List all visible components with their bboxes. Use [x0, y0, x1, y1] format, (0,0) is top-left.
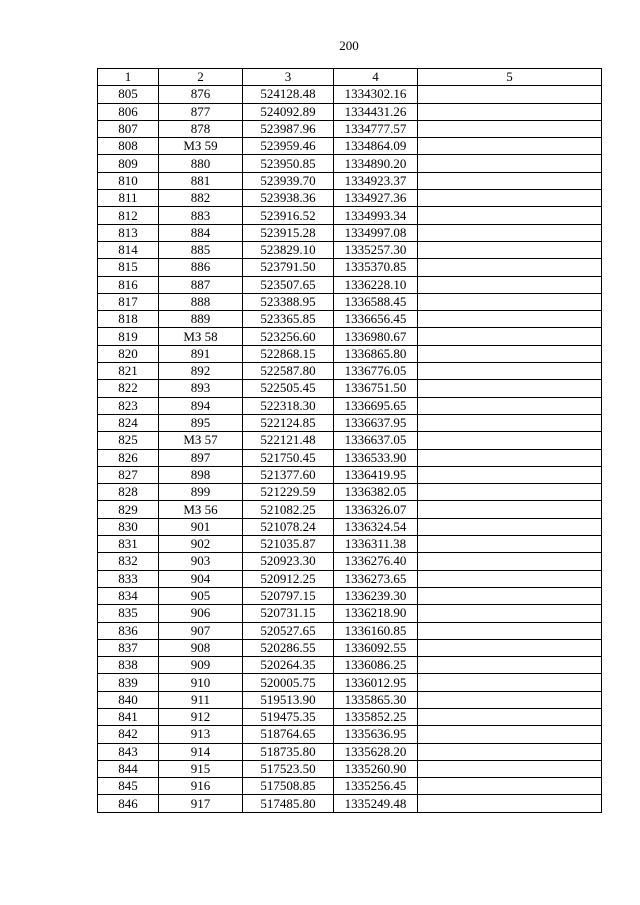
table-cell-col-5	[418, 328, 602, 345]
table-cell-col-3: 523829.10	[243, 241, 334, 258]
table-cell-col-2: 917	[159, 795, 243, 812]
table-cell-col-2: МЗ 56	[159, 501, 243, 518]
table-cell-col-1: 815	[98, 259, 159, 276]
table-row	[98, 674, 602, 691]
table-cell-col-2: 898	[159, 466, 243, 483]
table-cell-col-3: 523916.52	[243, 207, 334, 224]
table-row	[98, 103, 602, 120]
table-cell-col-3: 524092.89	[243, 103, 334, 120]
table-cell-col-1: 818	[98, 311, 159, 328]
table-cell-col-2: 889	[159, 311, 243, 328]
table-cell-col-4: 1336776.05	[334, 363, 418, 380]
table-cell-col-3: 523365.85	[243, 311, 334, 328]
table-cell-col-5	[418, 501, 602, 518]
table-cell-col-5	[418, 639, 602, 656]
table-row	[98, 120, 602, 137]
table-cell-col-4: 1334890.20	[334, 155, 418, 172]
table-cell-col-4: 1335865.30	[334, 691, 418, 708]
table-cell-col-1: 832	[98, 553, 159, 570]
table-cell-col-4: 1336695.65	[334, 397, 418, 414]
table-cell-col-4: 1334927.36	[334, 190, 418, 207]
table-cell-col-2: 914	[159, 743, 243, 760]
table-cell-col-3: 523959.46	[243, 138, 334, 155]
table-cell-col-4: 1336092.55	[334, 639, 418, 656]
table-cell-col-5	[418, 708, 602, 725]
table-row	[98, 570, 602, 587]
table-cell-col-3: 520797.15	[243, 587, 334, 604]
table-row	[98, 708, 602, 725]
table-cell-col-2: 903	[159, 553, 243, 570]
column-header-3: 3	[243, 69, 334, 86]
table-row	[98, 726, 602, 743]
table-cell-col-2: 910	[159, 674, 243, 691]
table-row	[98, 639, 602, 656]
table-row	[98, 605, 602, 622]
table-cell-col-5	[418, 466, 602, 483]
table-cell-col-1: 808	[98, 138, 159, 155]
table-cell-col-1: 816	[98, 276, 159, 293]
table-cell-col-5	[418, 726, 602, 743]
table-row	[98, 622, 602, 639]
table-cell-col-1: 810	[98, 172, 159, 189]
table-cell-col-4: 1334302.16	[334, 86, 418, 103]
table-cell-col-2: 886	[159, 259, 243, 276]
table-row	[98, 518, 602, 535]
table-cell-col-1: 842	[98, 726, 159, 743]
table-cell-col-4: 1336588.45	[334, 293, 418, 310]
table-cell-col-3: 521750.45	[243, 449, 334, 466]
table-row	[98, 293, 602, 310]
table-cell-col-4: 1336239.30	[334, 587, 418, 604]
table-cell-col-5	[418, 259, 602, 276]
table-cell-col-1: 813	[98, 224, 159, 241]
table-cell-col-3: 522318.30	[243, 397, 334, 414]
table-row	[98, 190, 602, 207]
table-cell-col-2: 888	[159, 293, 243, 310]
table-cell-col-5	[418, 207, 602, 224]
table-cell-col-5	[418, 86, 602, 103]
table-cell-col-2: 891	[159, 345, 243, 362]
table-cell-col-5	[418, 743, 602, 760]
table-cell-col-1: 843	[98, 743, 159, 760]
table-cell-col-4: 1334997.08	[334, 224, 418, 241]
table-cell-col-5	[418, 155, 602, 172]
table-cell-col-1: 822	[98, 380, 159, 397]
table-row	[98, 363, 602, 380]
table-cell-col-1: 811	[98, 190, 159, 207]
table-cell-col-1: 836	[98, 622, 159, 639]
table-cell-col-3: 522124.85	[243, 414, 334, 431]
table-cell-col-5	[418, 172, 602, 189]
table-cell-col-3: 517485.80	[243, 795, 334, 812]
table-row	[98, 449, 602, 466]
table-cell-col-4: 1336228.10	[334, 276, 418, 293]
table-cell-col-2: 905	[159, 587, 243, 604]
table-cell-col-1: 807	[98, 120, 159, 137]
table-cell-col-3: 518735.80	[243, 743, 334, 760]
table-cell-col-4: 1336980.67	[334, 328, 418, 345]
table-row	[98, 241, 602, 258]
table-cell-col-5	[418, 345, 602, 362]
table-cell-col-2: МЗ 58	[159, 328, 243, 345]
table-cell-col-2: 908	[159, 639, 243, 656]
table-cell-col-5	[418, 276, 602, 293]
table-row	[98, 501, 602, 518]
table-cell-col-3: 520286.55	[243, 639, 334, 656]
table-cell-col-3: 521082.25	[243, 501, 334, 518]
column-header-4: 4	[334, 69, 418, 86]
table-cell-col-2: 882	[159, 190, 243, 207]
table-cell-col-5	[418, 536, 602, 553]
table-cell-col-4: 1335257.30	[334, 241, 418, 258]
table-cell-col-5	[418, 795, 602, 812]
table-cell-col-4: 1336012.95	[334, 674, 418, 691]
table-row	[98, 311, 602, 328]
table-cell-col-5	[418, 380, 602, 397]
page-number: 200	[339, 38, 359, 53]
table-cell-col-3: 520731.15	[243, 605, 334, 622]
table-cell-col-1: 819	[98, 328, 159, 345]
table-cell-col-1: 841	[98, 708, 159, 725]
table-cell-col-3: 523938.36	[243, 190, 334, 207]
table-cell-col-1: 846	[98, 795, 159, 812]
table-cell-col-3: 517508.85	[243, 778, 334, 795]
table-cell-col-3: 523388.95	[243, 293, 334, 310]
table-cell-col-4: 1336656.45	[334, 311, 418, 328]
table-cell-col-2: 876	[159, 86, 243, 103]
table-row	[98, 414, 602, 431]
table-cell-col-5	[418, 622, 602, 639]
table-cell-col-2: 887	[159, 276, 243, 293]
table-cell-col-4: 1335249.48	[334, 795, 418, 812]
table-cell-col-1: 820	[98, 345, 159, 362]
table-cell-col-5	[418, 449, 602, 466]
table-cell-col-3: 522868.15	[243, 345, 334, 362]
table-cell-col-5	[418, 138, 602, 155]
table-cell-col-3: 520264.35	[243, 657, 334, 674]
table-row	[98, 224, 602, 241]
table-cell-col-5	[418, 224, 602, 241]
table-cell-col-4: 1336324.54	[334, 518, 418, 535]
table-cell-col-5	[418, 414, 602, 431]
table-row	[98, 207, 602, 224]
table-row	[98, 345, 602, 362]
table-cell-col-1: 830	[98, 518, 159, 535]
table-cell-col-5	[418, 311, 602, 328]
table-cell-col-2: 912	[159, 708, 243, 725]
table-row	[98, 657, 602, 674]
table-cell-col-1: 806	[98, 103, 159, 120]
table-cell-col-4: 1335852.25	[334, 708, 418, 725]
table-cell-col-1: 826	[98, 449, 159, 466]
table-cell-col-2: 902	[159, 536, 243, 553]
column-header-5: 5	[418, 69, 602, 86]
table-cell-col-4: 1336637.05	[334, 432, 418, 449]
table-header-row	[98, 69, 602, 86]
table-cell-col-3: 518764.65	[243, 726, 334, 743]
table-row	[98, 86, 602, 103]
table-cell-col-3: 520527.65	[243, 622, 334, 639]
table-cell-col-4: 1336160.85	[334, 622, 418, 639]
table-cell-col-2: 885	[159, 241, 243, 258]
table-cell-col-2: 884	[159, 224, 243, 241]
table-cell-col-3: 524128.48	[243, 86, 334, 103]
table-cell-col-3: 521035.87	[243, 536, 334, 553]
table-cell-col-2: 909	[159, 657, 243, 674]
table-cell-col-2: 880	[159, 155, 243, 172]
table-cell-col-4: 1334864.09	[334, 138, 418, 155]
table-cell-col-3: 519475.35	[243, 708, 334, 725]
table-cell-col-1: 844	[98, 760, 159, 777]
table-cell-col-4: 1336751.50	[334, 380, 418, 397]
table-cell-col-4: 1336276.40	[334, 553, 418, 570]
table-row	[98, 328, 602, 345]
table-cell-col-3: 523915.28	[243, 224, 334, 241]
table-cell-col-5	[418, 691, 602, 708]
table-row	[98, 172, 602, 189]
table-row	[98, 795, 602, 812]
coordinates-table	[97, 68, 602, 813]
table-cell-col-3: 520005.75	[243, 674, 334, 691]
table-cell-col-2: 906	[159, 605, 243, 622]
table-cell-col-5	[418, 518, 602, 535]
table-cell-col-2: МЗ 59	[159, 138, 243, 155]
table-row	[98, 587, 602, 604]
table-cell-col-2: 904	[159, 570, 243, 587]
table-row	[98, 691, 602, 708]
table-cell-col-4: 1335260.90	[334, 760, 418, 777]
table-cell-col-2: 915	[159, 760, 243, 777]
table-cell-col-1: 824	[98, 414, 159, 431]
table-cell-col-5	[418, 190, 602, 207]
table-cell-col-3: 523507.65	[243, 276, 334, 293]
table-cell-col-3: 522505.45	[243, 380, 334, 397]
table-cell-col-5	[418, 397, 602, 414]
table-cell-col-4: 1336218.90	[334, 605, 418, 622]
table-cell-col-5	[418, 570, 602, 587]
table-cell-col-4: 1334923.37	[334, 172, 418, 189]
table-cell-col-3: 522587.80	[243, 363, 334, 380]
table-cell-col-2: 916	[159, 778, 243, 795]
table-cell-col-1: 828	[98, 484, 159, 501]
table-cell-col-2: 893	[159, 380, 243, 397]
table-row	[98, 380, 602, 397]
table-cell-col-2: 877	[159, 103, 243, 120]
table-row	[98, 536, 602, 553]
table-cell-col-1: 809	[98, 155, 159, 172]
table-cell-col-2: 881	[159, 172, 243, 189]
table-cell-col-1: 837	[98, 639, 159, 656]
table-cell-col-2: 895	[159, 414, 243, 431]
table-cell-col-4: 1336326.07	[334, 501, 418, 518]
table-cell-col-4: 1334777.57	[334, 120, 418, 137]
table-cell-col-3: 521229.59	[243, 484, 334, 501]
table-cell-col-5	[418, 674, 602, 691]
table-cell-col-3: 523791.50	[243, 259, 334, 276]
table-cell-col-4: 1336382.05	[334, 484, 418, 501]
table-cell-col-5	[418, 432, 602, 449]
table-cell-col-2: 913	[159, 726, 243, 743]
table-cell-col-5	[418, 241, 602, 258]
table-cell-col-5	[418, 778, 602, 795]
table-cell-col-1: 827	[98, 466, 159, 483]
table-cell-col-4: 1336273.65	[334, 570, 418, 587]
table-cell-col-1: 833	[98, 570, 159, 587]
table-cell-col-4: 1336086.25	[334, 657, 418, 674]
table-cell-col-5	[418, 103, 602, 120]
table-cell-col-4: 1336419.95	[334, 466, 418, 483]
column-header-2: 2	[159, 69, 243, 86]
table-cell-col-3: 517523.50	[243, 760, 334, 777]
table-cell-col-2: 911	[159, 691, 243, 708]
table-cell-col-1: 834	[98, 587, 159, 604]
table-cell-col-3: 521377.60	[243, 466, 334, 483]
table-row	[98, 553, 602, 570]
table-cell-col-1: 814	[98, 241, 159, 258]
table-cell-col-1: 845	[98, 778, 159, 795]
table-cell-col-2: 901	[159, 518, 243, 535]
table-cell-col-2: 892	[159, 363, 243, 380]
table-cell-col-5	[418, 553, 602, 570]
table-row	[98, 397, 602, 414]
table-row	[98, 743, 602, 760]
table-cell-col-1: 831	[98, 536, 159, 553]
table-cell-col-3: 523950.85	[243, 155, 334, 172]
table-cell-col-4: 1334431.26	[334, 103, 418, 120]
table-cell-col-4: 1335636.95	[334, 726, 418, 743]
table-cell-col-2: 899	[159, 484, 243, 501]
table-cell-col-1: 805	[98, 86, 159, 103]
table-cell-col-4: 1335256.45	[334, 778, 418, 795]
table-cell-col-2: 907	[159, 622, 243, 639]
table-row	[98, 484, 602, 501]
table-cell-col-4: 1336311.38	[334, 536, 418, 553]
table-cell-col-2: МЗ 57	[159, 432, 243, 449]
table-cell-col-3: 523256.60	[243, 328, 334, 345]
table-cell-col-5	[418, 587, 602, 604]
table-row	[98, 466, 602, 483]
table-cell-col-4: 1336533.90	[334, 449, 418, 466]
column-header-1: 1	[98, 69, 159, 86]
table-cell-col-3: 522121.48	[243, 432, 334, 449]
table-cell-col-2: 878	[159, 120, 243, 137]
table-cell-col-5	[418, 484, 602, 501]
table-row	[98, 155, 602, 172]
table-cell-col-5	[418, 760, 602, 777]
table-cell-col-1: 817	[98, 293, 159, 310]
table-cell-col-2: 883	[159, 207, 243, 224]
table-row	[98, 432, 602, 449]
table-row	[98, 778, 602, 795]
table-cell-col-4: 1336865.80	[334, 345, 418, 362]
table-cell-col-1: 823	[98, 397, 159, 414]
table-cell-col-5	[418, 363, 602, 380]
table-cell-col-1: 835	[98, 605, 159, 622]
table-cell-col-3: 523939.70	[243, 172, 334, 189]
table-cell-col-5	[418, 293, 602, 310]
table-cell-col-2: 897	[159, 449, 243, 466]
table-cell-col-1: 825	[98, 432, 159, 449]
table-cell-col-5	[418, 657, 602, 674]
table-row	[98, 276, 602, 293]
table-cell-col-4: 1335370.85	[334, 259, 418, 276]
table-cell-col-4: 1336637.95	[334, 414, 418, 431]
table-cell-col-5	[418, 120, 602, 137]
table-cell-col-1: 812	[98, 207, 159, 224]
table-cell-col-4: 1334993.34	[334, 207, 418, 224]
table-cell-col-2: 894	[159, 397, 243, 414]
table-body	[98, 86, 602, 812]
table-cell-col-4: 1335628.20	[334, 743, 418, 760]
table-row	[98, 138, 602, 155]
table-cell-col-1: 838	[98, 657, 159, 674]
table-cell-col-1: 829	[98, 501, 159, 518]
table-cell-col-3: 519513.90	[243, 691, 334, 708]
table-cell-col-5	[418, 605, 602, 622]
table-cell-col-3: 523987.96	[243, 120, 334, 137]
table-cell-col-1: 840	[98, 691, 159, 708]
table-cell-col-3: 520912.25	[243, 570, 334, 587]
table-cell-col-1: 821	[98, 363, 159, 380]
table-cell-col-3: 520923.30	[243, 553, 334, 570]
table-cell-col-3: 521078.24	[243, 518, 334, 535]
table-row	[98, 760, 602, 777]
table-row	[98, 259, 602, 276]
table-cell-col-1: 839	[98, 674, 159, 691]
